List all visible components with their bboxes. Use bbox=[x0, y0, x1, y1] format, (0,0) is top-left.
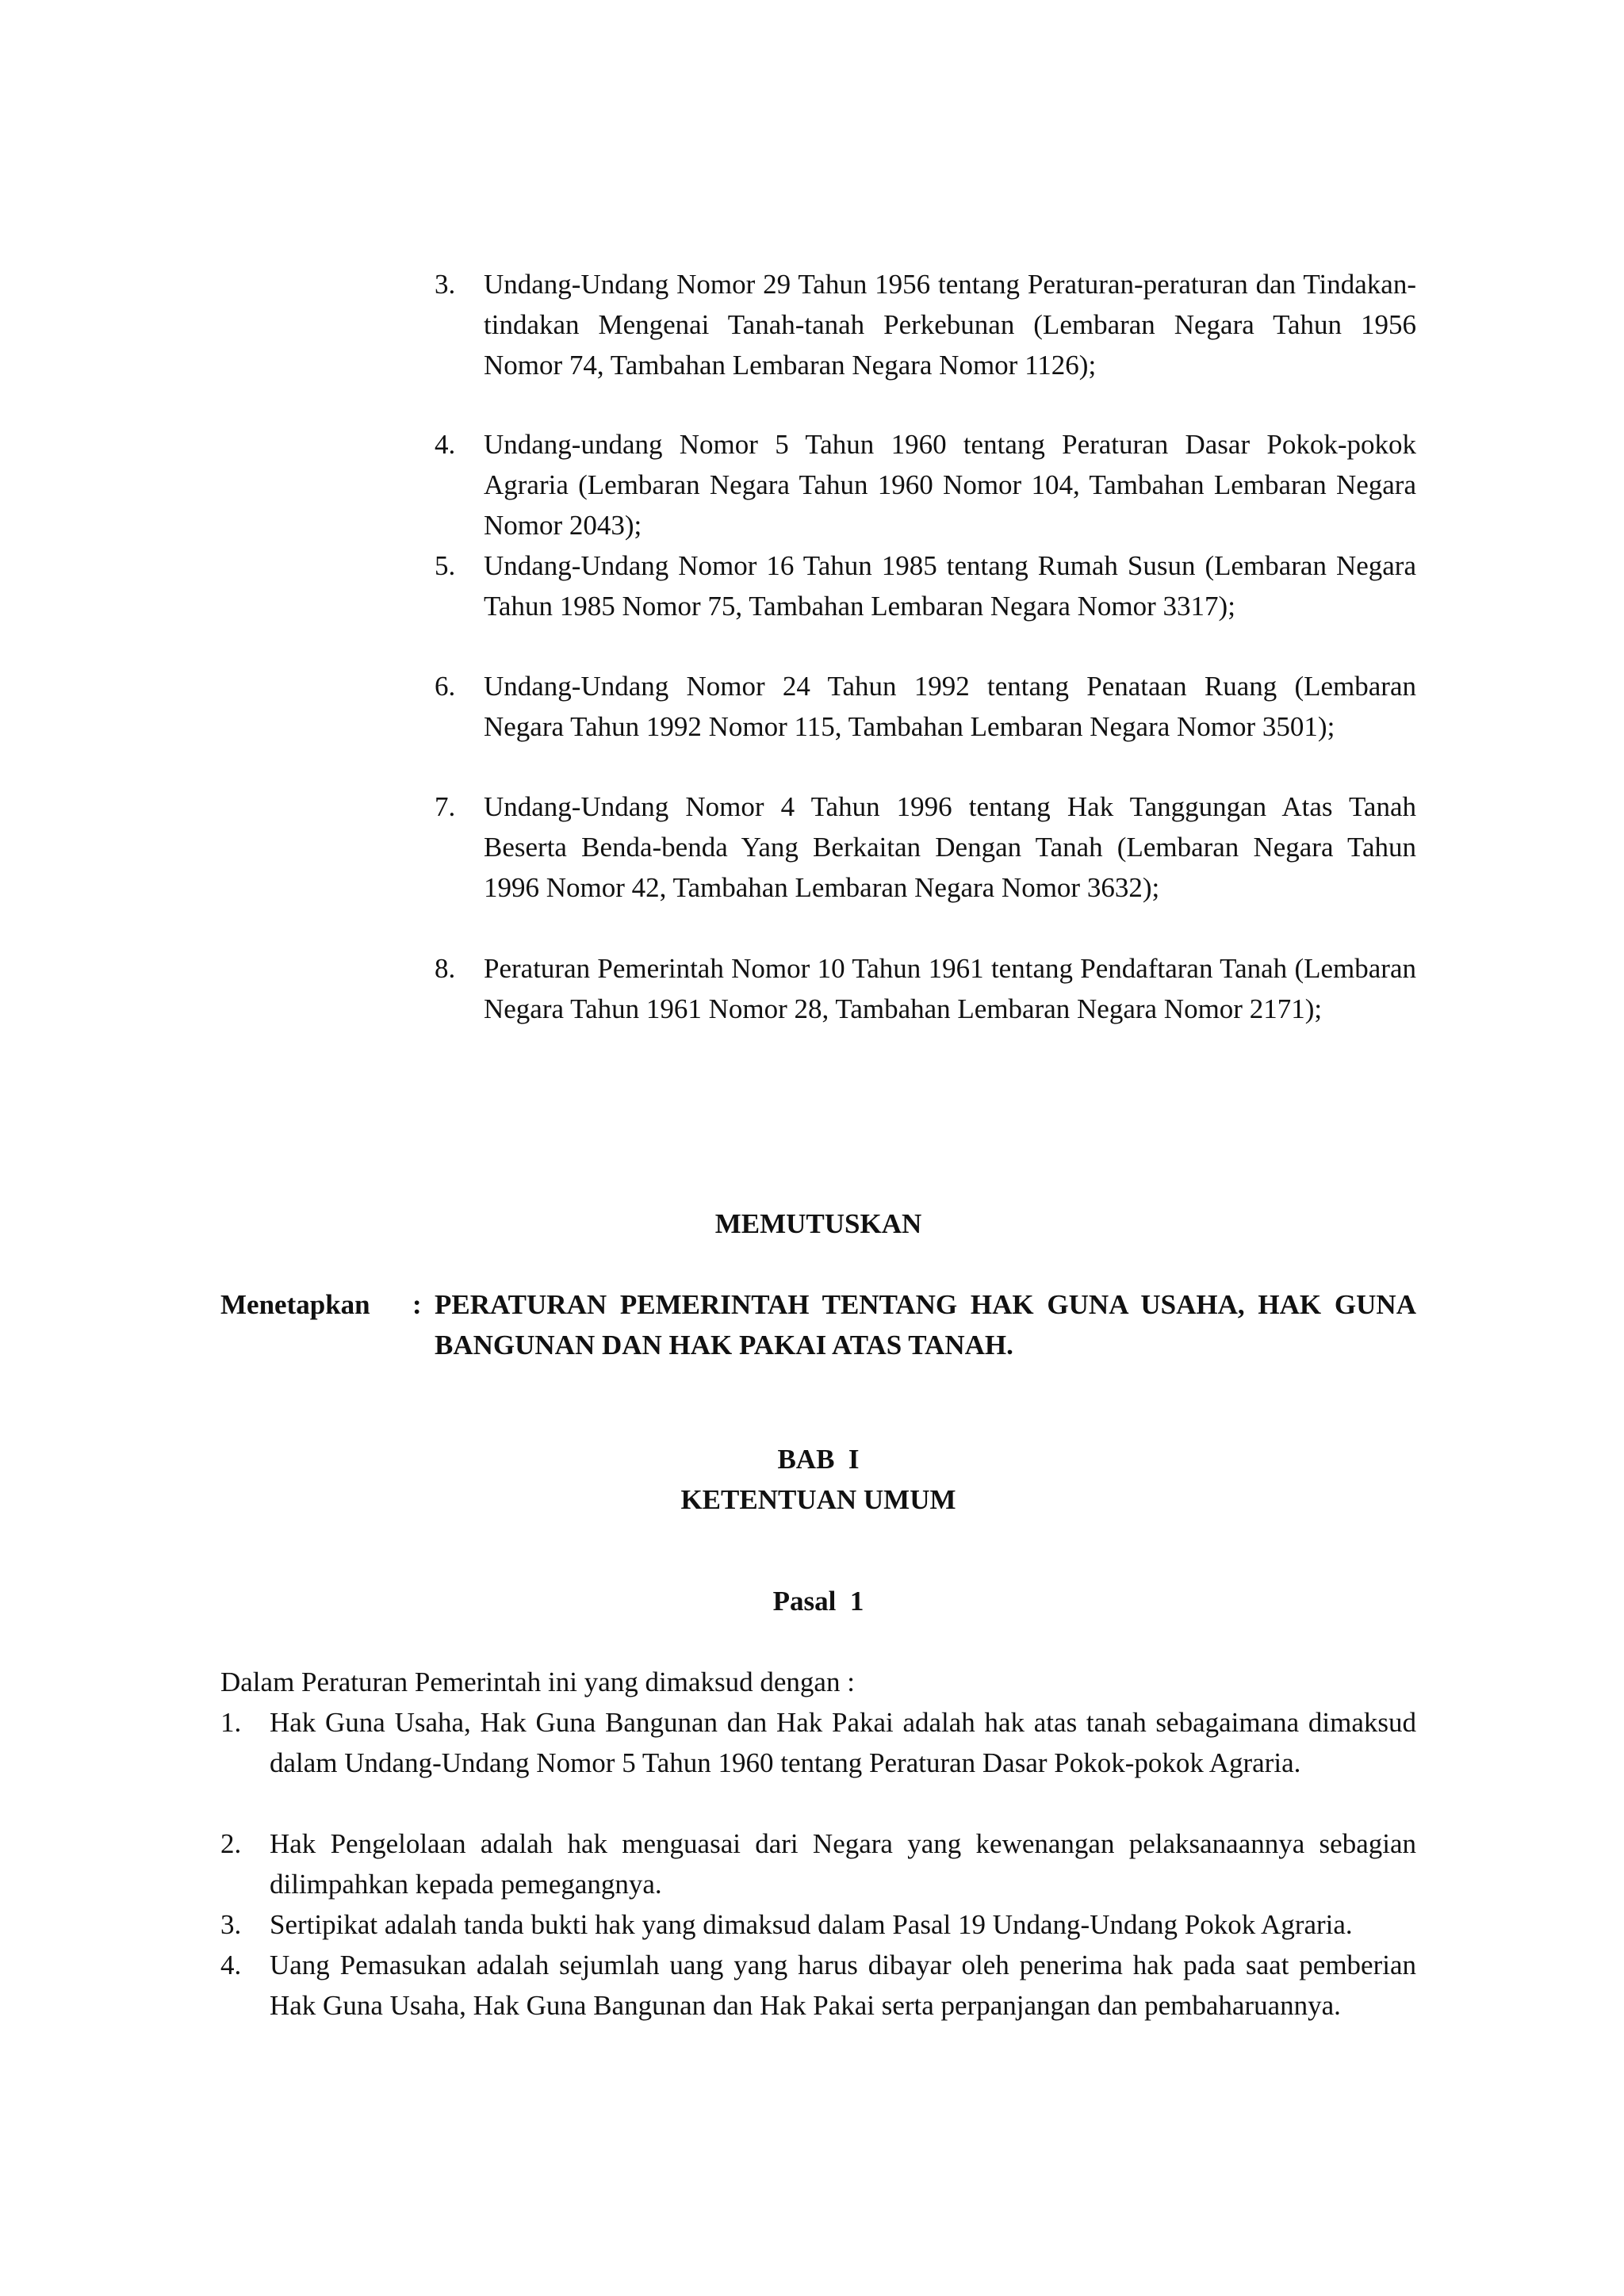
item-number: 7. bbox=[435, 791, 456, 822]
considering-item-4 bbox=[435, 424, 1416, 545]
considering-item-7 bbox=[435, 786, 1416, 908]
establish-colon: : bbox=[412, 1289, 422, 1320]
definition-item-1 bbox=[220, 1702, 1416, 1783]
definition-item-3 bbox=[220, 1904, 1416, 1945]
item-text: Hak Guna Usaha, Hak Guna Bangunan dan Hak Pakai adalah hak atas tanah sebagaimana dimaksud dalam Undang-Undang Nomor 5 Tahun 1960 tentang Peraturan Dasar Pokok-pokok Agraria. bbox=[270, 1707, 1416, 1778]
considering-item-5 bbox=[435, 545, 1416, 626]
item-number: 8. bbox=[435, 953, 456, 984]
establish-text: PERATURAN PEMERINTAH TENTANG HAK GUNA USAHA, HAK GUNA BANGUNAN DAN HAK PAKAI ATAS TANAH. bbox=[435, 1289, 1416, 1360]
item-text: Undang-undang Nomor 5 Tahun 1960 tentang Peraturan Dasar Pokok-pokok Agraria (Lembaran Negara Tahun 1960 Nomor 104, Tambahan Lembaran Negara Nomor 2043); bbox=[484, 429, 1416, 541]
item-number: 3. bbox=[435, 269, 456, 300]
definition-item-4 bbox=[220, 1945, 1416, 2026]
considering-item-8 bbox=[435, 948, 1416, 1029]
item-text: Uang Pemasukan adalah sejumlah uang yang harus dibayar oleh penerima hak pada saat pemberian Hak Guna Usaha, Hak Guna Bangunan dan Hak Pakai serta perpanjangan dan pembaharuannya. bbox=[270, 1950, 1416, 2021]
item-text: Undang-Undang Nomor 16 Tahun 1985 tentang Rumah Susun (Lembaran Negara Tahun 1985 Nomor 75, Tambahan Lembaran Negara Nomor 3317); bbox=[484, 550, 1416, 622]
item-text: Undang-Undang Nomor 4 Tahun 1996 tentang Hak Tanggungan Atas Tanah Beserta Benda-benda Yang Berkaitan Dengan Tanah (Lembaran Negara Tahun 1996 Nomor 42, Tambahan Lembaran Negara Nomor 3632); bbox=[484, 791, 1416, 903]
item-number: 3. bbox=[220, 1909, 242, 1940]
chapter-heading: BAB I bbox=[777, 1444, 860, 1475]
item-number: 4. bbox=[220, 1950, 242, 1980]
item-number: 1. bbox=[220, 1707, 242, 1738]
item-text: Undang-Undang Nomor 29 Tahun 1956 tentang Peraturan-peraturan dan Tindakan-tindakan Mengenai Tanah-tanah Perkebunan (Lembaran Negara Tahun 1956 Nomor 74, Tambahan Lembaran Negara Nomor 1126); bbox=[484, 269, 1416, 381]
definition-item-2 bbox=[220, 1823, 1416, 1904]
definitions-intro: Dalam Peraturan Pemerintah ini yang dimaksud dengan : bbox=[220, 1667, 855, 1697]
considering-item-3 bbox=[435, 264, 1416, 385]
item-number: 5. bbox=[435, 550, 456, 581]
establish-label: Menetapkan bbox=[220, 1289, 370, 1320]
chapter-title: KETENTUAN UMUM bbox=[680, 1484, 956, 1515]
item-number: 6. bbox=[435, 671, 456, 702]
considering-item-6 bbox=[435, 666, 1416, 747]
item-text: Sertipikat adalah tanda bukti hak yang dimaksud dalam Pasal 19 Undang-Undang Pokok Agraria. bbox=[270, 1909, 1353, 1940]
article-heading: Pasal 1 bbox=[772, 1586, 864, 1617]
decision-heading: MEMUTUSKAN bbox=[714, 1208, 922, 1239]
item-text: Undang-Undang Nomor 24 Tahun 1992 tentang Penataan Ruang (Lembaran Negara Tahun 1992 Nomor 115, Tambahan Lembaran Negara Nomor 3501); bbox=[484, 671, 1416, 742]
item-text: Peraturan Pemerintah Nomor 10 Tahun 1961 tentang Pendaftaran Tanah (Lembaran Negara Tahun 1961 Nomor 28, Tambahan Lembaran Negara Nomor 2171); bbox=[484, 953, 1416, 1024]
item-text: Hak Pengelolaan adalah hak menguasai dari Negara yang kewenangan pelaksanaannya sebagian dilimpahkan kepada pemegangnya. bbox=[270, 1828, 1416, 1900]
item-number: 2. bbox=[220, 1828, 242, 1859]
item-number: 4. bbox=[435, 429, 456, 460]
